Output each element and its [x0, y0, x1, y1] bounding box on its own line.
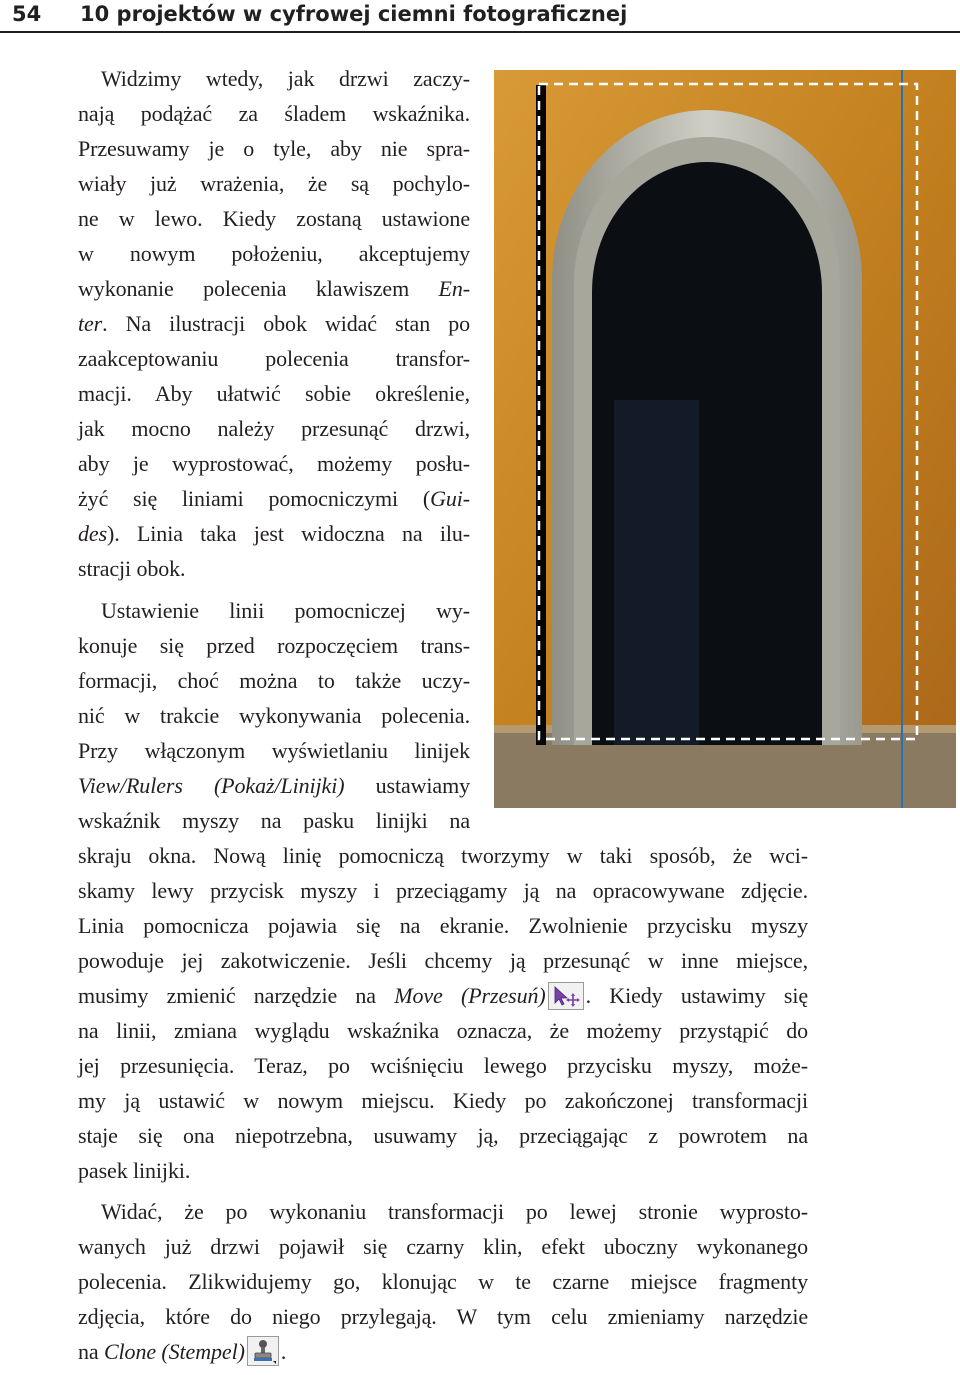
text-line: Linia pomocnicza pojawia się na ekranie. Zwolnienie przycisku myszy	[78, 913, 808, 938]
text-line: aby je wyprostować, możemy posłu-	[78, 451, 470, 476]
door-photo	[494, 70, 956, 808]
text-line: musimy zmienić narzędzie na Move (Przesuń) . Kiedy ustawimy się	[78, 983, 808, 1008]
text-line: Widać, że po wykonaniu transformacji po lewej stronie wyprosto-	[101, 1199, 808, 1224]
text-line: zdjęcia, które do niego przylegają. W tym celu zmieniamy narzędzie	[78, 1304, 808, 1329]
black-wedge	[536, 85, 546, 745]
door-panel	[614, 400, 699, 745]
text-line: wskaźnik myszy na pasku linijki na	[78, 808, 470, 833]
clone-stamp-tool-icon	[247, 1336, 279, 1366]
text-line: powoduje jej zakotwiczenie. Jeśli chcemy ją przesunąć w inne miejsce,	[78, 948, 808, 973]
text-line: jej przesunięcia. Teraz, po wciśnięciu lewego przycisku myszy, może-	[78, 1053, 808, 1078]
text-line: wanych już drzwi pojawił się czarny klin, efekt uboczny wykonanego	[78, 1234, 808, 1259]
text-line: wykonanie polecenia klawiszem En-	[78, 276, 470, 301]
text-line: Przesuwamy je o tyle, aby nie spra-	[78, 136, 470, 161]
text-line: skraju okna. Nową linię pomocniczą tworzymy w taki sposób, że wci-	[78, 843, 808, 868]
text-line: na linii, zmiana wyglądu wskaźnika oznacza, że możemy przystąpić do	[78, 1018, 808, 1043]
text-line: des). Linia taka jest widoczna na ilu-	[78, 521, 470, 546]
text-line: macji. Aby ułatwić sobie określenie,	[78, 381, 470, 406]
paragraph-3	[78, 1194, 808, 1369]
text-line: jak mocno należy przesunąć drzwi,	[78, 416, 470, 441]
text-line: staje się ona niepotrzebna, usuwamy ją, przeciągając z powrotem na	[78, 1123, 808, 1148]
paragraph-2	[78, 593, 470, 838]
guide-line	[901, 70, 903, 808]
header-rule	[0, 31, 960, 33]
text-line: View/Rulers (Pokaż/Linijki) ustawiamy	[78, 773, 470, 798]
text-line: my ją ustawić w nowym miejscu. Kiedy po zakończonej transformacji	[78, 1088, 808, 1113]
paragraph-2-continued	[78, 838, 808, 1188]
paragraph-1	[78, 61, 470, 586]
text-line: stracji obok.	[78, 556, 186, 581]
text-line: skamy lewy przycisk myszy i przeciągamy ją na opracowywane zdjęcie.	[78, 878, 808, 903]
page-number: 54	[12, 2, 42, 26]
text-line: pasek linijki.	[78, 1158, 191, 1183]
text-line: Widzimy wtedy, jak drzwi zaczy-	[101, 66, 470, 91]
text-line: na Clone (Stempel) .	[78, 1334, 808, 1369]
door-illustration	[494, 70, 956, 808]
move-tool-icon	[548, 982, 584, 1010]
text-line: nić w trakcie wykonywania polecenia.	[78, 703, 470, 728]
text-line: nają podążać za śladem wskaźnika.	[78, 101, 470, 126]
text-line: żyć się liniami pomocniczymi (Gui-	[78, 486, 470, 511]
text-line: Przy włączonym wyświetlaniu linijek	[78, 738, 470, 763]
page-header	[0, 0, 960, 32]
text-line: konuje się przed rozpoczęciem trans-	[78, 633, 470, 658]
text-line: formacji, choć można to także uczy-	[78, 668, 470, 693]
text-line: polecenia. Zlikwidujemy go, klonując w te czarne miejsce fragmenty	[78, 1269, 808, 1294]
text-line: wiały już wrażenia, że są pochylo-	[78, 171, 470, 196]
text-line: ne w lewo. Kiedy zostaną ustawione	[78, 206, 470, 231]
text-line: Ustawienie linii pomocniczej wy-	[101, 598, 470, 623]
text-line: zaakceptowaniu polecenia transfor-	[78, 346, 470, 371]
running-title: 10 projektów w cyfrowej ciemni fotograficznej	[80, 2, 628, 26]
text-line: w nowym położeniu, akceptujemy	[78, 241, 470, 266]
text-line: ter. Na ilustracji obok widać stan po	[78, 311, 470, 336]
